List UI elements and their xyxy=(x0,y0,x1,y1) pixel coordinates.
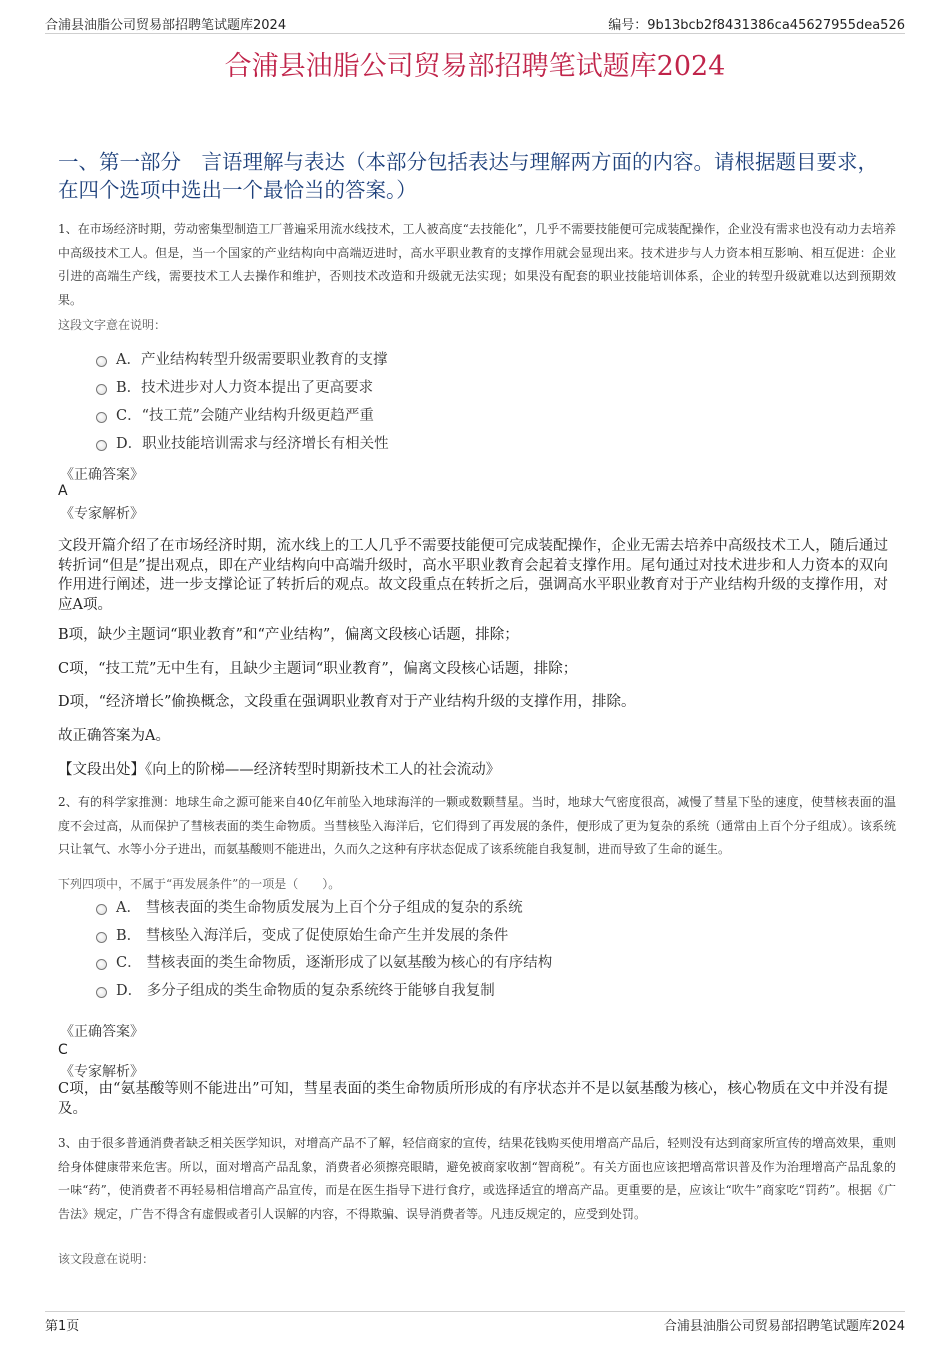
option-label: A． 彗核表面的类生命物质发展为上百个分子组成的复杂的系统 xyxy=(116,900,523,916)
section-heading: 一、第一部分 言语理解与表达（本部分包括表达与理解两方面的内容。请根据题目要求，在四个选项中选出一个最恰当的答案。） xyxy=(58,150,878,202)
footer-doc-title: 合浦县油脂公司贸易部招聘笔试题库2024 xyxy=(663,1319,905,1334)
radio-icon[interactable] xyxy=(96,412,107,423)
question-2-prompt: 下列四项中，不属于“再发展条件”的一项是（ ）。 xyxy=(58,877,341,891)
question-3-text: 3、由于很多普通消费者缺乏相关医学知识，对增高产品不了解，轻信商家的宣传，结果花钱购买使用增高产品后，轻则没有达到商家所宣传的增高效果，重则给身体健康带来危害。所以，面对增高产品乱象，消费者必须擦亮眼睛，避免被商家收割“智商税”。有关方面也应该把增高常识普及作为治理增高产品乱象的一味“药”，使消费者不再轻易相信增高产品宣传，而是在医生指导下进行食疗，或选择适宜的增高产品。更重要的是，应该让“吹牛”商家吃“罚药”。根据《广告法》规定，广告不得含有虚假或者引人误解的内容，不得欺骗、误导消费者等。凡违反规定的，应受到处罚。 xyxy=(58,1136,896,1221)
option-label: D．职业技能培训需求与经济增长有相关性 xyxy=(116,436,389,452)
page-title: 合浦县油脂公司贸易部招聘笔试题库2024 xyxy=(224,51,726,82)
question-1-option-c[interactable] xyxy=(96,404,374,425)
header-doc-title: 合浦县油脂公司贸易部招聘笔试题库2024 xyxy=(45,18,287,33)
question-2-option-b[interactable] xyxy=(96,924,508,945)
footer-divider xyxy=(45,1311,905,1312)
question-1-source: 【文段出处】《向上的阶梯——经济转型时期新技术工人的社会流动》 xyxy=(58,762,501,778)
question-1-analysis-label: 《专家解析》 xyxy=(60,506,144,522)
question-1-answer: A xyxy=(58,483,68,499)
option-label: B．技术进步对人力资本提出了更高要求 xyxy=(116,380,374,396)
option-label: D． 多分子组成的类生命物质的复杂系统终于能够自我复制 xyxy=(116,983,495,999)
question-1-option-a[interactable] xyxy=(96,348,387,369)
question-1-text: 1、在市场经济时期，劳动密集型制造工厂普遍采用流水线技术，工人被高度“去技能化”，几乎不需要技能便可完成装配操作，企业没有需求也没有动力去培养中高级技术工人。但是，当一个国家的产业结构向中高端迈进时，高水平职业教育的支撑作用就会显现出来。技术进步与人力资本相互影响、相互促进：企业引进的高端生产线，需要技术工人去操作和维护，否则技术改造和升级就无法实现；如果没有配套的职业技能培训体系，企业的转型升级就难以达到预期效果。 xyxy=(58,222,896,307)
question-2-option-a[interactable] xyxy=(96,896,523,917)
question-1-option-d[interactable] xyxy=(96,432,389,453)
question-1-analysis-paragraph: 文段开篇介绍了在市场经济时期，流水线上的工人几乎不需要技能便可完成装配操作，企业无需去培养中高级技术工人，随后通过转折词“但是”提出观点，即在产业结构向中高端升级时，高水平职业教育会起着支撑作用。尾句通过对技术进步和人力资本的双向作用进行阐述，进一步支撑论证了转折后的观点。故文段重点在转折之后，强调高水平职业教育对于产业结构升级的支撑作用，对应A项。 xyxy=(58,538,888,613)
radio-icon[interactable] xyxy=(96,987,107,998)
radio-icon[interactable] xyxy=(96,959,107,970)
question-1-analysis-c: C项，“技工荒”无中生有，且缺少主题词“职业教育”，偏离文段核心话题，排除； xyxy=(58,661,578,677)
header-divider xyxy=(45,33,905,34)
question-1-analysis-b: B项，缺少主题词“职业教育”和“产业结构”，偏离文段核心话题，排除； xyxy=(58,627,519,643)
question-1-conclusion: 故正确答案为A。 xyxy=(58,728,170,744)
question-2-text: 2、有的科学家推测：地球生命之源可能来自40亿年前坠入地球海洋的一颗或数颗彗星。当时，地球大气密度很高，减慢了彗星下坠的速度，使彗核表面的温度不会过高，从而保护了彗核表面的类生命物质。当彗核坠入海洋后，它们得到了再发展的条件，便形成了更为复杂的系统（通常由上百个分子组成）。该系统只让氧气、水等小分子进出，而氨基酸则不能进出，久而久之这种有序状态促成了该系统能自我复制，进而导致了生命的诞生。 xyxy=(58,795,896,857)
question-2-analysis-label: 《专家解析》 xyxy=(60,1064,144,1080)
option-label: B． 彗核坠入海洋后，变成了促使原始生命产生并发展的条件 xyxy=(116,928,509,944)
question-1-prompt: 这段文字意在说明： xyxy=(58,318,167,332)
question-1-analysis-d: D项，“经济增长”偷换概念，文段重在强调职业教育对于产业结构升级的支撑作用，排除。 xyxy=(58,694,636,710)
question-3-prompt: 该文段意在说明： xyxy=(58,1252,155,1266)
question-2-analysis: C项，由“氨基酸等则不能进出”可知，彗星表面的类生命物质所形成的有序状态并不是以氨基酸为核心，核心物质在文中并没有提及。 xyxy=(58,1081,888,1117)
radio-icon[interactable] xyxy=(96,440,107,451)
radio-icon[interactable] xyxy=(96,384,107,395)
question-1-option-b[interactable] xyxy=(96,376,373,397)
question-2-option-d[interactable] xyxy=(96,979,495,1000)
question-2-answer: C xyxy=(58,1042,68,1058)
question-1-answer-label: 《正确答案》 xyxy=(60,467,144,483)
question-2-option-c[interactable] xyxy=(96,951,552,972)
option-label: C． 彗核表面的类生命物质，逐渐形成了以氨基酸为核心的有序结构 xyxy=(116,955,553,971)
footer-page-number: 第1页 xyxy=(45,1319,80,1334)
option-label: A．产业结构转型升级需要职业教育的支撑 xyxy=(116,352,388,368)
header-doc-code: 编号：9b13bcb2f8431386ca45627955dea526 xyxy=(608,18,905,33)
question-2-answer-label: 《正确答案》 xyxy=(60,1024,144,1040)
radio-icon[interactable] xyxy=(96,932,107,943)
radio-icon[interactable] xyxy=(96,904,107,915)
option-label: C．“技工荒”会随产业结构升级更趋严重 xyxy=(116,408,374,424)
radio-icon[interactable] xyxy=(96,356,107,367)
